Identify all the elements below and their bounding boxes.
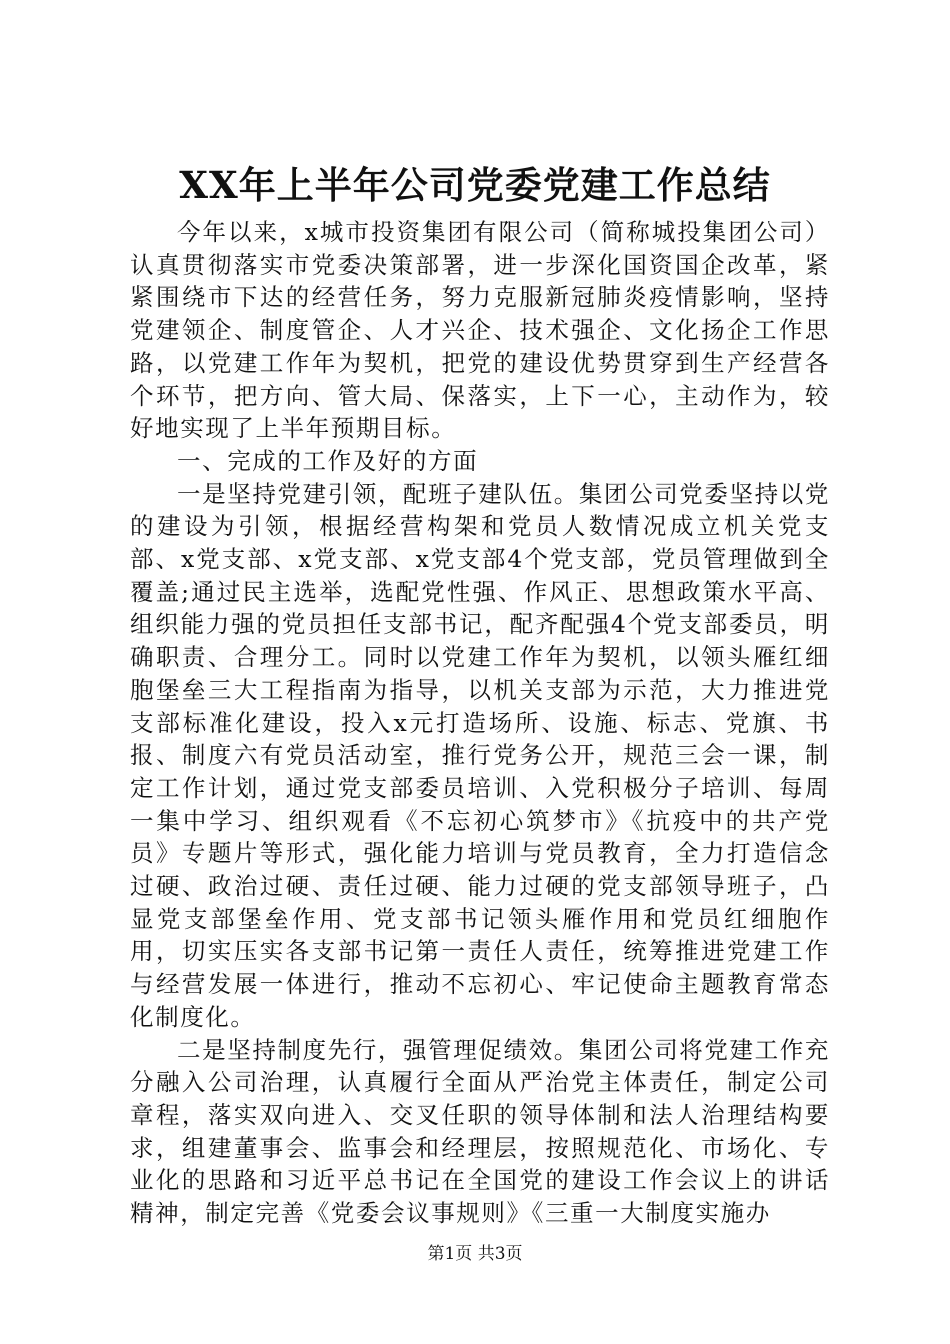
paragraph-two: 二是坚持制度先行，强管理促绩效。集团公司将党建工作充分融入公司治理，认真履行全面从严治党主体责任，制定公司章程，落实双向进入、交叉任职的领导体制和法人治理结构要求，组建董事会、监事会和经理层，按照规范化、市场化、专业化的思路和习近平总书记在全国党的建设工作会议上的讲话精神，制定完善《党委会议事规则》《三重一大制度实施办 <box>130 1035 830 1228</box>
section-heading: 一、完成的工作及好的方面 <box>177 446 479 475</box>
document-title: XX年上半年公司党委党建工作总结 <box>179 163 771 207</box>
intro-paragraph: 今年以来，x城市投资集团有限公司（简称城投集团公司）认真贯彻落实市党委决策部署，进一步深化国资国企改革，紧紧围绕市下达的经营任务，努力克服新冠肺炎疫情影响，坚持党建领企、制度管企、人才兴企、技术强企、文化扬企工作思路，以党建工作年为契机，把党的建设优势贯穿到生产经营各个环节，把方向、管大局、保落实，上下一心，主动作为，较好地实现了上半年预期目标。 <box>130 218 830 443</box>
paragraph-one: 一是坚持党建引领，配班子建队伍。集团公司党委坚持以党的建设为引领，根据经营构架和党员人数情况成立机关党支部、x党支部、x党支部、x党支部4个党支部，党员管理做到全覆盖;通过民主选举，选配党性强、作风正、思想政策水平高、组织能力强的党员担任支部书记，配齐配强4个党支部委员，明确职责、合理分工。同时以党建工作年为契机，以领头雁红细胞堡垒三大工程指南为指导，以机关支部为示范，大力推进党支部标准化建设，投入x元打造场所、设施、标志、党旗、书报、制度六有党员活动室，推行党务公开，规范三会一课，制定工作计划，通过党支部委员培训、入党积极分子培训、每周一集中学习、组织观看《不忘初心筑梦市》《抗疫中的共产党员》专题片等形式，强化能力培训与党员教育，全力打造信念过硬、政治过硬、责任过硬、能力过硬的党支部领导班子，凸显党支部堡垒作用、党支部书记领头雁作用和党员红细胞作用，切实压实各支部书记第一责任人责任，统筹推进党建工作与经营发展一体进行，推动不忘初心、牢记使命主题教育常态化制度化。 <box>130 479 830 1031</box>
page-footer: 第1页 共3页 <box>427 1244 523 1264</box>
document-body <box>130 216 830 1230</box>
